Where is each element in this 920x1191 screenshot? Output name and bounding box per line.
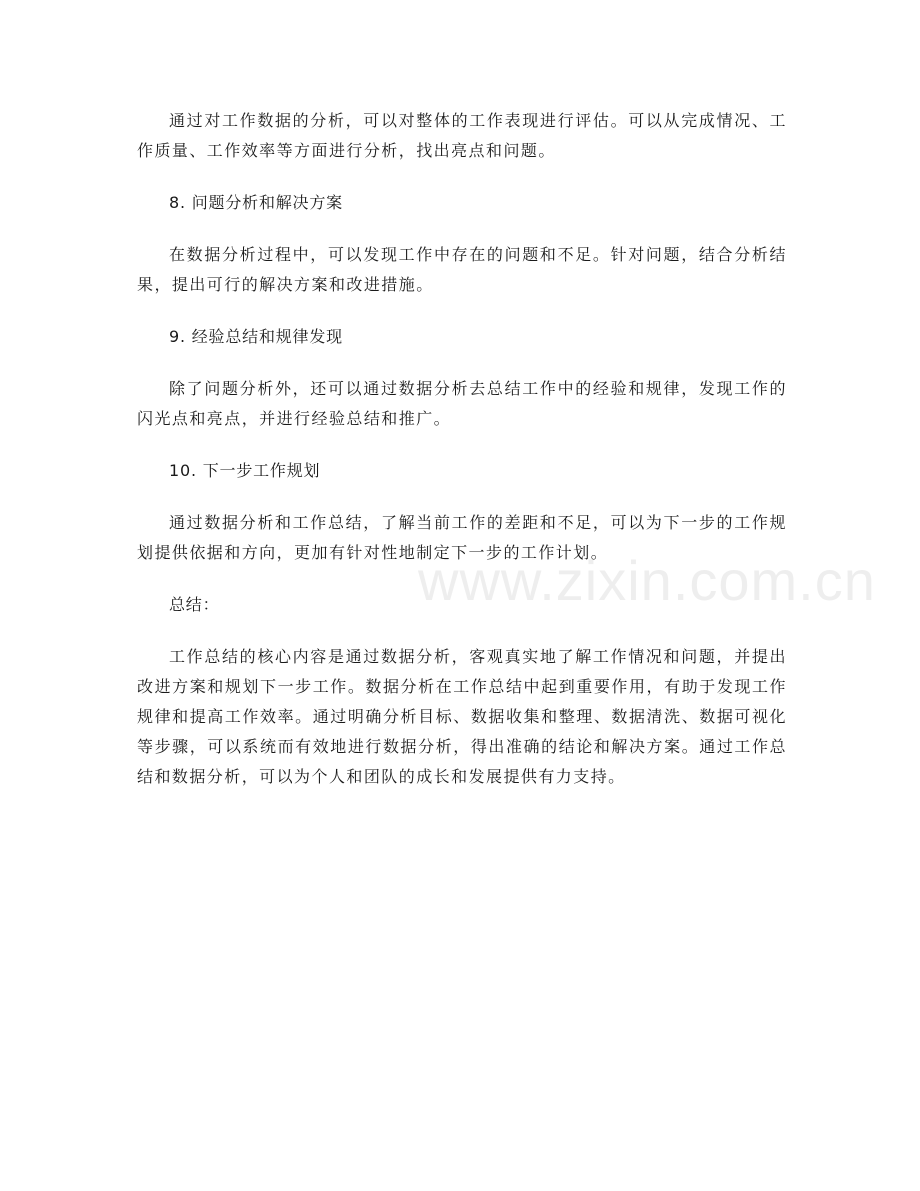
summary-paragraph: 工作总结的核心内容是通过数据分析，客观真实地了解工作情况和问题，并提出改进方案和规划下一步工作。数据分析在工作总结中起到重要作用，有助于发现工作规律和提高工作效率。通过明确分析目标、数据收集和整理、数据清洗、数据可视化等步骤，可以系统而有效地进行数据分析，得出准确的结论和解决方案。通过工作总结和数据分析，可以为个人和团队的成长和发展提供有力支持。: [137, 647, 787, 786]
watermark-text: www.zixin.com.cn: [418, 549, 876, 612]
document-body: [137, 106, 787, 814]
body-paragraph: 通过对工作数据的分析，可以对整体的工作表现进行评估。可以从完成情况、工作质量、工作效率等方面进行分析，找出亮点和问题。: [137, 111, 787, 160]
section-heading-10: 10. 下一步工作规划: [169, 461, 321, 480]
section-heading-9: 9. 经验总结和规律发现: [169, 327, 343, 346]
body-paragraph: 在数据分析过程中，可以发现工作中存在的问题和不足。针对问题，结合分析结果，提出可行的解决方案和改进措施。: [137, 245, 787, 294]
body-paragraph: 除了问题分析外，还可以通过数据分析去总结工作中的经验和规律，发现工作的闪光点和亮点，并进行经验总结和推广。: [137, 379, 787, 428]
section-heading-8: 8. 问题分析和解决方案: [169, 193, 343, 212]
body-paragraph: 通过数据分析和工作总结，了解当前工作的差距和不足，可以为下一步的工作规划提供依据和方向，更加有针对性地制定下一步的工作计划。: [137, 513, 787, 562]
summary-heading: 总结：: [169, 595, 220, 614]
